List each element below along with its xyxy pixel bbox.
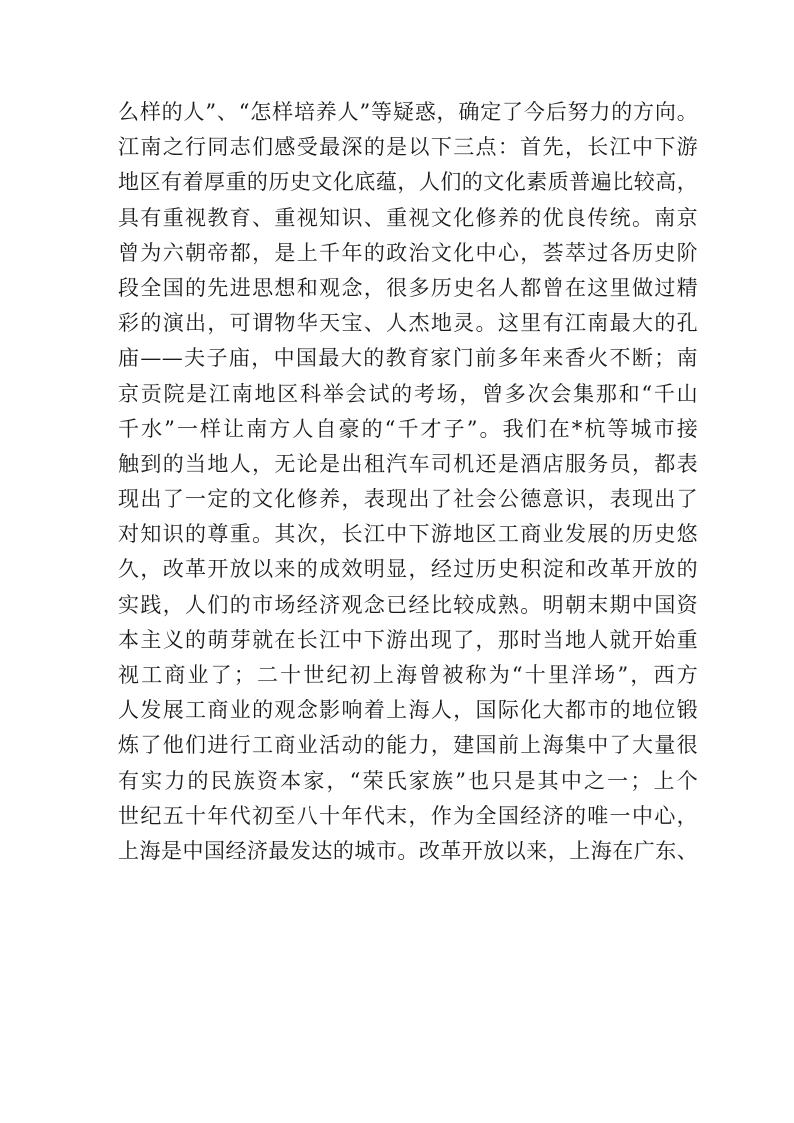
text-line-20: 有实力的民族资本家，“荣氏家族”也只是其中之一；上个 bbox=[118, 768, 698, 793]
text-line-10: 千水”一样让南方人自豪的“千才子”。我们在*杭等城市接 bbox=[118, 416, 698, 441]
text-line-8: 庙——夫子庙，中国最大的教育家门前多年来香火不断；南 bbox=[118, 346, 698, 371]
text-line-11: 触到的当地人，无论是出租汽车司机还是酒店服务员，都表 bbox=[118, 451, 698, 476]
text-line-15: 实践，人们的市场经济观念已经比较成熟。明朝末期中国资 bbox=[118, 592, 698, 617]
text-line-6: 段全国的先进思想和观念，很多历史名人都曾在这里做过精 bbox=[118, 275, 698, 300]
text-line-2: 江南之行同志们感受最深的是以下三点：首先，长江中下游 bbox=[118, 135, 698, 160]
text-line-16: 本主义的萌芽就在长江中下游出现了，那时当地人就开始重 bbox=[118, 627, 698, 652]
text-line-5: 曾为六朝帝都，是上千年的政治文化中心，荟萃过各历史阶 bbox=[118, 240, 698, 265]
text-line-22: 上海是中国经济最发达的城市。改革开放以来，上海在广东、 bbox=[118, 838, 698, 863]
text-line-19: 炼了他们进行工商业活动的能力，建国前上海集中了大量很 bbox=[118, 733, 698, 758]
text-line-9: 京贡院是江南地区科举会试的考场，曾多次会集那和“千山 bbox=[118, 381, 698, 406]
text-line-12: 现出了一定的文化修养，表现出了社会公德意识，表现出了 bbox=[118, 487, 698, 512]
text-line-1: 么样的人”、“怎样培养人”等疑惑，确定了今后努力的方向。 bbox=[118, 100, 698, 124]
body-paragraph bbox=[118, 95, 698, 869]
text-line-13: 对知识的尊重。其次，长江中下游地区工商业发展的历史悠 bbox=[118, 522, 698, 547]
text-line-4: 具有重视教育、重视知识、重视文化修养的优良传统。南京 bbox=[118, 205, 698, 230]
text-line-18: 人发展工商业的观念影响着上海人，国际化大都市的地位锻 bbox=[118, 698, 698, 723]
text-line-17: 视工商业了；二十世纪初上海曾被称为“十里洋场”，西方 bbox=[118, 663, 698, 687]
text-line-3: 地区有着厚重的历史文化底蕴，人们的文化素质普遍比较高， bbox=[118, 170, 698, 195]
text-line-14: 久，改革开放以来的成效明显，经过历史积淀和改革开放的 bbox=[118, 557, 698, 582]
text-line-21: 世纪五十年代初至八十年代末，作为全国经济的唯一中心， bbox=[118, 803, 698, 828]
text-line-7: 彩的演出，可谓物华天宝、人杰地灵。这里有江南最大的孔 bbox=[118, 311, 698, 336]
